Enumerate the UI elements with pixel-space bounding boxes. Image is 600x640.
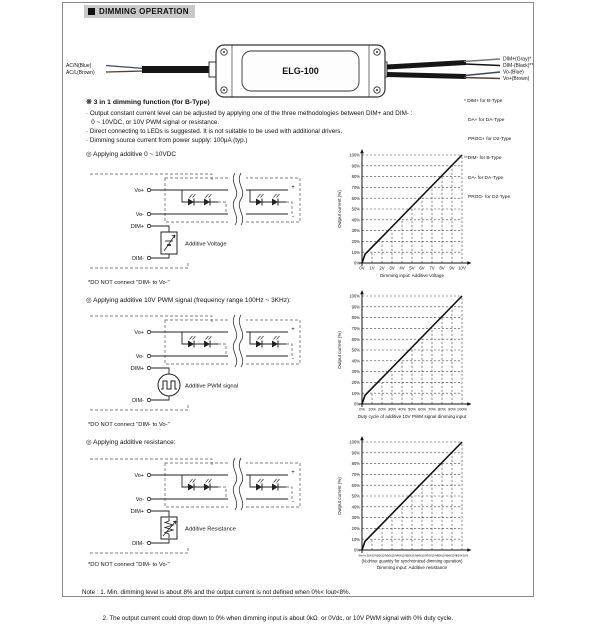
dimmer-element-label: Additive Resistance <box>185 526 236 533</box>
led-emission-arrows <box>190 336 196 340</box>
led-icon <box>188 341 194 348</box>
circuit-diagram-resistance <box>88 455 338 560</box>
driver-outline-bottom <box>90 262 188 268</box>
terminal <box>147 541 150 544</box>
dim-minus-wire <box>151 539 169 543</box>
led-branch-dashed <box>286 344 292 356</box>
circuit-svg <box>88 312 338 417</box>
y-axis-title: Output current (%) <box>337 477 342 515</box>
dimming-intro <box>86 98 412 145</box>
x-tick-label: 4V <box>399 265 405 271</box>
terminal <box>147 473 150 476</box>
y-tick-label: 10% <box>351 249 360 255</box>
warning-voltage: *DO NOT connect "DIM- to Vo-" <box>88 280 170 286</box>
x-tick-label: 0% <box>359 406 365 412</box>
led-emission-arrows <box>206 336 212 340</box>
footnote-line: PROG- for D2-Type <box>464 194 511 200</box>
x-tick-label: 10% <box>367 406 377 412</box>
x-tick-label: 50% <box>407 406 417 412</box>
y-tick-label: 80% <box>351 315 360 321</box>
polarity-plus: + <box>291 470 295 476</box>
x-tick-label: 50KΩ/N <box>406 553 418 558</box>
dim-minus-wire <box>151 254 169 258</box>
led-branch-dashed <box>218 202 226 214</box>
terminal-label: Vo+ <box>134 330 144 336</box>
x-tick-label: 70% <box>427 406 437 412</box>
circuit-diagram-pwm <box>88 312 338 417</box>
led-branch <box>250 332 286 344</box>
intro-bullet: 0 ~ 10VDC, or 10V PWM signal or resistance. <box>86 119 220 126</box>
ac-l-wire <box>106 71 144 72</box>
y-axis-arrow <box>360 149 364 153</box>
polarity-minus: - <box>292 499 294 505</box>
terminal-label: DIM+ <box>130 224 144 230</box>
x-tick-label: 8V <box>439 265 445 271</box>
dimmer-element-label: Additive PWM signal <box>185 383 239 390</box>
led-icon <box>188 484 194 491</box>
terminal-label: Vo+ <box>134 473 144 479</box>
y-tick-label: 50% <box>351 347 360 353</box>
ac-l-label: AC/L(Brown) <box>66 70 95 76</box>
y-tick-label: 90% <box>351 304 360 310</box>
y-tick-label: 100% <box>349 439 360 445</box>
y-tick-label: 80% <box>351 174 360 180</box>
led-branch <box>250 190 286 202</box>
x-tick-label: 10V <box>458 265 466 271</box>
terminal <box>147 509 150 512</box>
driver-outline-top <box>90 459 212 465</box>
terminal-label: DIM- <box>132 256 144 262</box>
page-title: DIMMING OPERATION <box>99 7 189 16</box>
terminal-label: Vo- <box>135 212 144 218</box>
terminal-label: DIM+ <box>130 366 144 372</box>
y-tick-label: 40% <box>351 504 360 510</box>
led-icon <box>272 484 278 491</box>
led-emission-arrows <box>206 194 212 198</box>
y-tick-label: 60% <box>351 195 360 201</box>
section-heading-resistance: ◎ Applying additive resistance: <box>86 439 176 446</box>
note-line: Note : 1. Min. dimming level is about 8% and the output current is not defined when 0%< Iout<8%. <box>82 589 351 596</box>
x-axis-arrow <box>467 261 471 265</box>
led-branch-dashed <box>218 344 226 356</box>
terminal <box>147 256 150 259</box>
warning-pwm: *DO NOT connect "DIM- to Vo-" <box>88 422 170 428</box>
x-tick-label: 6V <box>419 265 425 271</box>
led-emission-arrows <box>274 194 280 198</box>
output-cable-top <box>387 63 466 68</box>
y-axis-title: Output current (%) <box>337 331 342 369</box>
x-tick-label: 80KΩ/N <box>436 553 448 558</box>
intro-bullet: · Direct connecting to LEDs is suggested. It is not suitable to be used with additional drivers. <box>86 128 343 135</box>
x-axis-title: Dimming input: Additive voltage <box>379 273 445 278</box>
x-tick-label: 60KΩ/N <box>416 553 428 558</box>
x-axis-title: Dimming input: Additive resistance <box>376 565 448 570</box>
x-tick-label: 1V <box>369 265 375 271</box>
dimming-graph <box>332 147 482 289</box>
warning-resistance: *DO NOT connect "DIM- to Vo-" <box>88 562 170 568</box>
dimmer-element-label: Additive Voltage <box>185 241 227 248</box>
x-tick-label: Short <box>358 553 366 558</box>
dim-plus-wire <box>151 368 169 374</box>
dim-plus-wire <box>464 59 500 62</box>
y-tick-label: 0% <box>353 547 360 553</box>
x-tick-label: 20KΩ/N <box>376 553 388 558</box>
led-emission-arrows <box>190 479 196 483</box>
y-tick-label: 70% <box>351 472 360 477</box>
screw-dot <box>223 89 225 91</box>
terminal <box>147 224 150 227</box>
y-tick-label: 30% <box>351 369 360 375</box>
vo-plus-wire <box>464 78 500 79</box>
footnote-line: * DIM+ for B-Type <box>464 98 503 104</box>
terminal-label: Vo- <box>135 354 144 360</box>
y-tick-label: 90% <box>351 163 360 169</box>
x-tick-label: 5V <box>409 265 415 271</box>
x-tick-label: 80% <box>437 406 447 412</box>
x-tick-label: 70KΩ/N <box>426 553 438 558</box>
terminal <box>147 354 150 357</box>
x-axis-arrow <box>467 548 471 552</box>
y-axis-title: Output current (%) <box>337 190 342 228</box>
y-tick-label: 60% <box>351 482 360 488</box>
polarity-plus: + <box>291 185 295 191</box>
polarity-minus: - <box>292 214 294 220</box>
led-icon <box>272 341 278 348</box>
x-tick-label: 2V <box>379 265 385 271</box>
y-tick-label: 10% <box>351 536 360 542</box>
vo-plus-label: Vo+(Brown) <box>503 76 530 82</box>
led-emission-arrows <box>274 336 280 340</box>
intro-bullet: · Output constant current level can be adjusted by applying one of the three methodologies between DIM+ and DIM- : <box>86 110 413 117</box>
led-icon <box>256 199 262 206</box>
footnote-line: **DIM- for B-Type <box>464 156 502 162</box>
x-axis-note: (N:driver quantity for synchronized dimming operation) <box>361 558 463 564</box>
y-tick-label: 0% <box>353 401 360 407</box>
x-tick-label: 0V <box>359 265 365 271</box>
dim-plus-wire <box>151 226 169 232</box>
x-tick-label: 9V <box>449 265 455 271</box>
led-emission-arrows <box>206 479 212 483</box>
driver-outline-bottom <box>90 404 188 410</box>
terminal <box>147 212 150 215</box>
terminal-label: Vo+ <box>134 188 144 194</box>
x-tick-label: 10KΩ/N <box>366 553 378 558</box>
bottom-notes <box>82 572 453 640</box>
led-branch <box>250 475 286 487</box>
led-branch-dashed <box>218 487 226 499</box>
y-tick-label: 40% <box>351 217 360 223</box>
led-emission-arrows <box>274 479 280 483</box>
circuit-svg <box>88 455 338 560</box>
led-icon <box>204 341 210 348</box>
terminal <box>147 188 150 191</box>
terminal-label: DIM- <box>132 398 144 404</box>
y-tick-label: 80% <box>351 461 360 467</box>
circuit-diagram-voltage <box>88 170 338 275</box>
led-emission-arrows <box>258 194 264 198</box>
y-tick-label: 100% <box>349 152 360 158</box>
vo-minus-label: Vo-(Blue) <box>503 69 524 76</box>
ac-n-label: AC/N(Blue) <box>66 63 92 69</box>
led-icon <box>256 484 262 491</box>
y-tick-label: 60% <box>351 336 360 342</box>
led-icon <box>272 199 278 206</box>
x-axis-arrow <box>467 402 471 406</box>
note-line: 2. The output current could drop down to 0% when dimming input is about 0kΩ or 0Vdc, or 10V PWM signal with 0% duty cycle. <box>82 614 454 622</box>
led-branch-dashed <box>286 202 292 214</box>
driver-outline-bottom <box>90 547 188 553</box>
led-branch <box>182 190 218 202</box>
y-tick-label: 30% <box>351 228 360 234</box>
dim-minus-label: DIM-(Black)** <box>503 63 534 69</box>
y-tick-label: 30% <box>351 515 360 521</box>
x-tick-label: 100% <box>456 406 468 412</box>
y-tick-label: 20% <box>351 526 360 531</box>
graph-additive-pwm <box>332 288 482 430</box>
y-tick-label: 70% <box>351 326 360 331</box>
led-icon <box>204 199 210 206</box>
dim-minus-wire <box>465 64 500 66</box>
section-heading-voltage: ◎ Applying additive 0 ~ 10VDC <box>86 151 177 158</box>
x-tick-label: 30% <box>387 406 397 412</box>
graph-additive-resistance <box>332 434 482 576</box>
section-header <box>84 5 195 18</box>
terminal <box>147 398 150 401</box>
y-tick-label: 10% <box>351 390 360 396</box>
y-tick-label: 20% <box>351 380 360 385</box>
x-tick-label: 60% <box>417 406 427 412</box>
led-branch <box>182 475 218 487</box>
polarity-minus: - <box>292 356 294 362</box>
x-tick-label: 90% <box>447 406 457 412</box>
dimming-graph <box>332 288 482 430</box>
x-tick-label: 3V <box>389 265 395 271</box>
x-tick-label: 7V <box>429 265 435 271</box>
driver-outline-top <box>90 316 212 322</box>
screw-dot <box>376 51 378 53</box>
y-axis-arrow <box>360 436 364 440</box>
polarity-plus: + <box>291 327 295 333</box>
ac-n-wire <box>106 66 144 69</box>
led-branch <box>182 332 218 344</box>
circuit-svg <box>88 170 338 275</box>
y-tick-label: 0% <box>353 260 360 266</box>
x-tick-label: 40% <box>397 406 407 412</box>
x-axis-title: Duty cycle of additive 10V PWM signal dimming input <box>357 414 467 419</box>
output-cable-bottom <box>387 75 466 77</box>
y-tick-label: 40% <box>351 358 360 364</box>
y-tick-label: 70% <box>351 185 360 190</box>
device-model: ELG-100 <box>282 66 319 76</box>
x-tick-label: 30KΩ/N <box>386 553 398 558</box>
driver-outline-top <box>90 174 212 180</box>
section-marker-icon <box>88 8 95 15</box>
x-tick-label: 90KΩ/N <box>446 553 458 558</box>
led-icon <box>256 341 262 348</box>
terminal-label: Vo- <box>135 497 144 503</box>
led-emission-arrows <box>258 479 264 483</box>
x-tick-label: 40KΩ/N <box>396 553 408 558</box>
dim-minus-wire <box>151 396 169 400</box>
dimming-graph <box>332 434 482 576</box>
pwm-source <box>158 374 180 396</box>
x-tick-label: 20% <box>377 406 387 412</box>
screw-dot <box>376 89 378 91</box>
y-tick-label: 50% <box>351 493 360 499</box>
terminal <box>147 366 150 369</box>
graph-additive-voltage <box>332 147 482 289</box>
led-branch-dashed <box>286 487 292 499</box>
led-emission-arrows <box>190 194 196 198</box>
y-tick-label: 90% <box>351 450 360 456</box>
y-tick-label: 20% <box>351 239 360 244</box>
y-tick-label: 50% <box>351 206 360 212</box>
y-tick-label: 100% <box>349 293 360 299</box>
x-tick-label: 100KΩ/N <box>455 553 469 558</box>
terminal-label: DIM- <box>132 541 144 547</box>
intro-title: ※ 3 in 1 dimming function (for B-Type) <box>86 99 210 106</box>
footnote-line: PROG+ for D2-Type <box>464 137 512 143</box>
terminal-label: DIM+ <box>130 509 144 515</box>
terminal <box>147 497 150 500</box>
footnote-line: DA+ for DA-Type <box>464 118 505 124</box>
intro-bullet: · Dimming source current from power supply: 100μA (typ.) <box>86 137 248 144</box>
led-icon <box>188 199 194 206</box>
vo-minus-wire <box>465 72 500 76</box>
led-emission-arrows <box>258 336 264 340</box>
dim-plus-wire <box>151 511 169 517</box>
power-supply-figure <box>64 38 532 104</box>
y-axis-arrow <box>360 290 364 294</box>
dim-plus-label: DIM+(Gray)* <box>503 56 532 63</box>
terminal <box>147 330 150 333</box>
footnote-line: DA- for DA-Type <box>464 175 504 181</box>
section-heading-pwm: ◎ Applying additive 10V PWM signal (frequency range 100Hz ~ 3KHz): <box>86 297 291 304</box>
led-icon <box>204 484 210 491</box>
screw-dot <box>223 51 225 53</box>
